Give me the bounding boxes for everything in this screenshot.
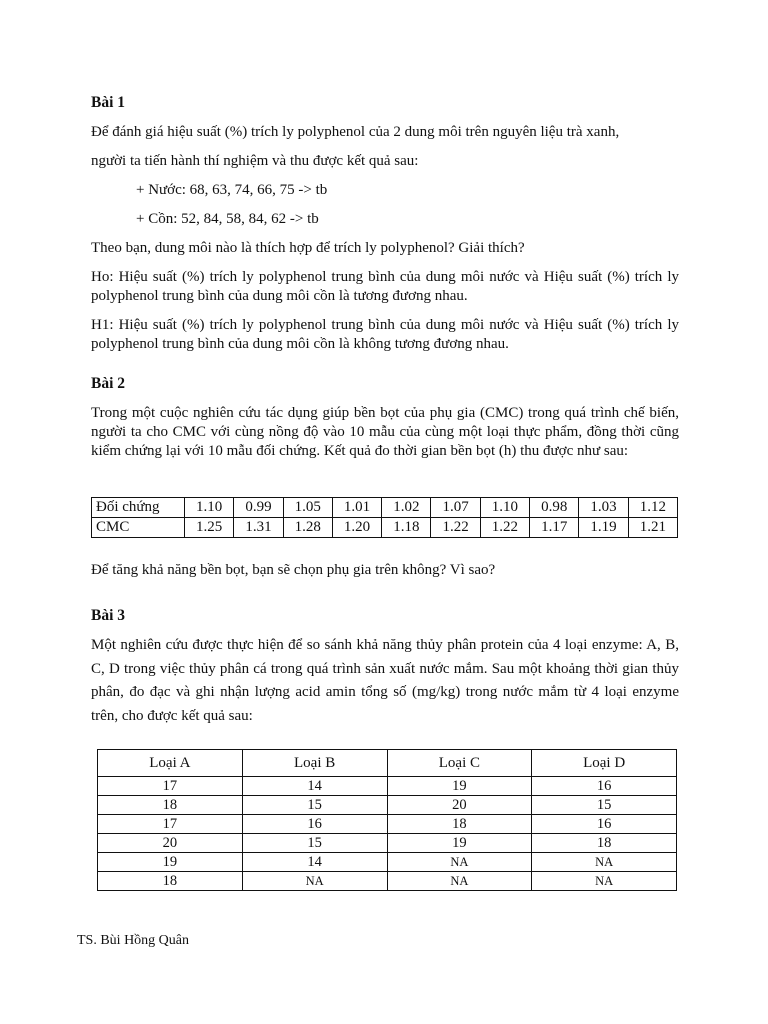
table-cell: 14 [242, 853, 387, 872]
bai3-paragraph: Một nghiên cứu được thực hiện để so sánh khả năng thủy phân protein của 4 loại enzyme: A, B, C, D trong việc thủy phân cá trong quá trình sản xuất nước mắm. Sau một khoảng thời gian thủy phân, đo đạc và ghi nhận lượng acid amin tổng số (mg/kg) trong nước mắm từ 4 loại enzyme trên, cho được kết quả sau: [91, 637, 679, 724]
column-header: Loại A [98, 750, 243, 777]
bai1-heading: Bài 1 [91, 94, 126, 111]
table-cell: NA [387, 872, 532, 891]
bai2-paragraph: Trong một cuộc nghiên cứu tác dụng giúp bền bọt của phụ gia (CMC) trong quá trình chế biến, người ta cho CMC với cùng nồng độ vào 10 mẫu của cùng một loại thực phẩm, đồng thời cũng kiểm chứng lại với 10 mẫu đối chứng. Kết quả đo thời gian bền bọt (h) thu được như sau: [91, 405, 679, 459]
table-cell: 1.01 [332, 498, 381, 518]
table-cell: 19 [387, 777, 532, 796]
table-cell: 18 [387, 815, 532, 834]
table-cell: 1.28 [283, 518, 332, 538]
table-cell: 16 [532, 815, 677, 834]
bai2-heading: Bài 2 [91, 375, 126, 392]
table-row [92, 498, 678, 518]
bai1-item-water: + Nước: 68, 63, 74, 66, 75 -> tb [136, 182, 328, 198]
table-cell: 18 [532, 834, 677, 853]
table-cell: 18 [98, 796, 243, 815]
table-cell: 1.31 [234, 518, 283, 538]
table-cell: 16 [532, 777, 677, 796]
table-cell: 17 [98, 777, 243, 796]
table-cell: 17 [98, 815, 243, 834]
table-cell: 20 [98, 834, 243, 853]
table-cell: 1.17 [530, 518, 579, 538]
column-header: Loại D [532, 750, 677, 777]
bai1-hypothesis-h1: H1: Hiệu suất (%) trích ly polyphenol trung bình của dung môi nước và Hiệu suất (%) trích ly polyphenol trung bình của dung môi cồn là không tương đương nhau. [91, 317, 679, 352]
table-cell: 1.19 [579, 518, 628, 538]
table-row [98, 815, 677, 834]
row-label: CMC [92, 518, 185, 538]
bai1-question: Theo bạn, dung môi nào là thích hợp để trích ly polyphenol? Giải thích? [91, 240, 525, 256]
bai1-hypothesis-h0: Ho: Hiệu suất (%) trích ly polyphenol trung bình của dung môi nước và Hiệu suất (%) trích ly polyphenol trung bình của dung môi cồn là tương đương nhau. [91, 269, 679, 304]
table-cell: 20 [387, 796, 532, 815]
table-cell: NA [532, 853, 677, 872]
table-cell: 1.10 [480, 498, 529, 518]
column-header: Loại B [242, 750, 387, 777]
table-cell: NA [387, 853, 532, 872]
table-cell: 1.03 [579, 498, 628, 518]
table-cell: 18 [98, 872, 243, 891]
table-cell: 15 [242, 834, 387, 853]
table-row [92, 518, 678, 538]
table-cell: NA [532, 872, 677, 891]
table-row [98, 872, 677, 891]
foam-time-table [91, 497, 678, 538]
row-label: Đối chứng [92, 498, 185, 518]
table-cell: NA [242, 872, 387, 891]
table-cell: 1.10 [185, 498, 234, 518]
table-row [98, 796, 677, 815]
table-cell: 1.12 [628, 498, 677, 518]
table-row [98, 777, 677, 796]
table-cell: 0.99 [234, 498, 283, 518]
table-header-row [98, 750, 677, 777]
bai1-intro-line2: người ta tiến hành thí nghiệm và thu được kết quả sau: [91, 153, 419, 169]
table-cell: 15 [242, 796, 387, 815]
table-cell: 1.20 [332, 518, 381, 538]
table-cell: 19 [98, 853, 243, 872]
table-cell: 15 [532, 796, 677, 815]
table-cell: 1.05 [283, 498, 332, 518]
table-cell: 19 [387, 834, 532, 853]
table-cell: 16 [242, 815, 387, 834]
table-cell: 1.22 [431, 518, 480, 538]
bai1-item-alcohol: + Cồn: 52, 84, 58, 84, 62 -> tb [136, 211, 319, 227]
table-row [98, 853, 677, 872]
bai2-question: Để tăng khả năng bền bọt, bạn sẽ chọn phụ gia trên không? Vì sao? [91, 562, 496, 578]
table-cell: 0.98 [530, 498, 579, 518]
bai3-heading: Bài 3 [91, 607, 126, 624]
enzyme-amino-acid-table [97, 749, 677, 891]
footer-author: TS. Bùi Hồng Quân [77, 933, 189, 948]
table-cell: 1.22 [480, 518, 529, 538]
column-header: Loại C [387, 750, 532, 777]
table-cell: 1.02 [382, 498, 431, 518]
bai1-intro-line1: Để đánh giá hiệu suất (%) trích ly polyphenol của 2 dung môi trên nguyên liệu trà xanh, [91, 124, 620, 140]
table-cell: 1.25 [185, 518, 234, 538]
table-cell: 1.18 [382, 518, 431, 538]
table-row [98, 834, 677, 853]
table-cell: 1.21 [628, 518, 677, 538]
table-cell: 14 [242, 777, 387, 796]
table-cell: 1.07 [431, 498, 480, 518]
